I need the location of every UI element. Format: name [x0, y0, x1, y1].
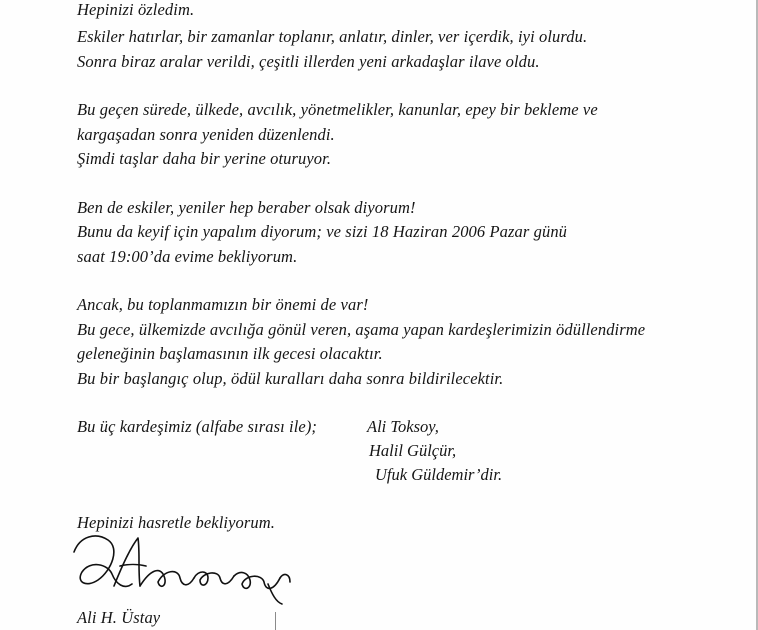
awardee-name: Ufuk Güldemir’dir.	[375, 465, 503, 484]
body-line: Bunu da keyif için yapalım diyorum; ve sizi 18 Haziran 2006 Pazar günü	[77, 222, 568, 241]
body-line: Sonra biraz aralar verildi, çeşitli illerden yeni arkadaşlar ilave oldu.	[77, 52, 540, 71]
body-line: Bu gece, ülkemizde avcılığa gönül veren, aşama yapan kardeşlerimizin ödüllendirme	[77, 320, 646, 339]
scan-mark	[275, 612, 276, 630]
handwritten-signature	[68, 530, 298, 608]
body-line: kargaşadan sonra yeniden düzenlendi.	[77, 125, 335, 144]
body-line: Ancak, bu toplanmamızın bir önemi de var!	[77, 295, 369, 314]
closing-line: Hepinizi hasretle bekliyorum.	[77, 513, 275, 532]
awardee-name: Halil Gülçür,	[369, 441, 457, 460]
signer-name: Ali H. Üstay	[77, 608, 161, 627]
greeting-line: Hepinizi özledim.	[77, 0, 195, 19]
body-line: Eskiler hatırlar, bir zamanlar toplanır, anlatır, dinler, ver içerdik, iyi olurdu.	[77, 27, 588, 46]
body-line: Ben de eskiler, yeniler hep beraber olsak diyorum!	[77, 198, 416, 217]
body-line: saat 19:00’da evime bekliyorum.	[77, 247, 298, 266]
body-line: Bu geçen sürede, ülkede, avcılık, yönetmelikler, kanunlar, epey bir bekleme ve	[77, 100, 598, 119]
body-line: Şimdi taşlar daha bir yerine oturuyor.	[77, 149, 332, 168]
body-line: geleneğinin başlamasının ilk gecesi olacaktır.	[77, 344, 383, 363]
awardee-name: Ali Toksoy,	[367, 417, 439, 436]
awardees-intro: Bu üç kardeşimiz (alfabe sırası ile);	[77, 417, 318, 436]
body-line: Bu bir başlangıç olup, ödül kuralları daha sonra bildirilecektir.	[77, 369, 504, 388]
